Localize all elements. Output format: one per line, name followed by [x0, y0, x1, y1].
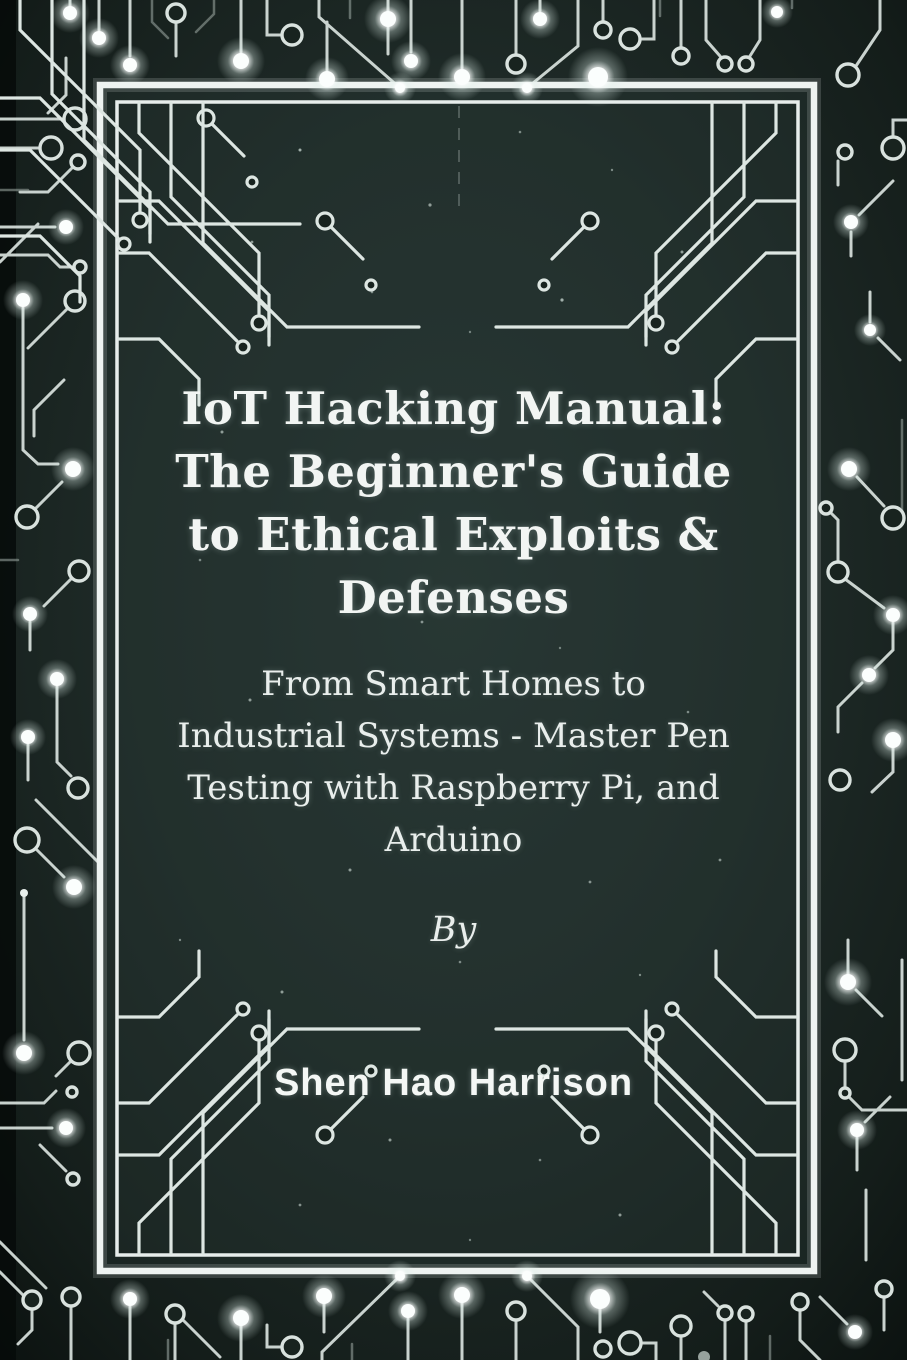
title-line: IoT Hacking Manual:: [181, 382, 726, 436]
subtitle-line: Testing with Raspberry Pi, and: [187, 768, 720, 808]
title-line: Defenses: [337, 571, 570, 625]
book-subtitle: [110, 658, 797, 866]
author-name: Shen Hao Harrison: [273, 1062, 634, 1104]
title-line: The Beginner's Guide: [175, 445, 732, 499]
subtitle-line: Industrial Systems - Master Pen: [177, 716, 730, 756]
title-line: to Ethical Exploits &: [188, 508, 719, 562]
book-title: [125, 377, 782, 629]
subtitle-line: Arduino: [384, 820, 523, 860]
subtitle-line: From Smart Homes to: [261, 664, 646, 704]
byline: By: [430, 910, 477, 950]
